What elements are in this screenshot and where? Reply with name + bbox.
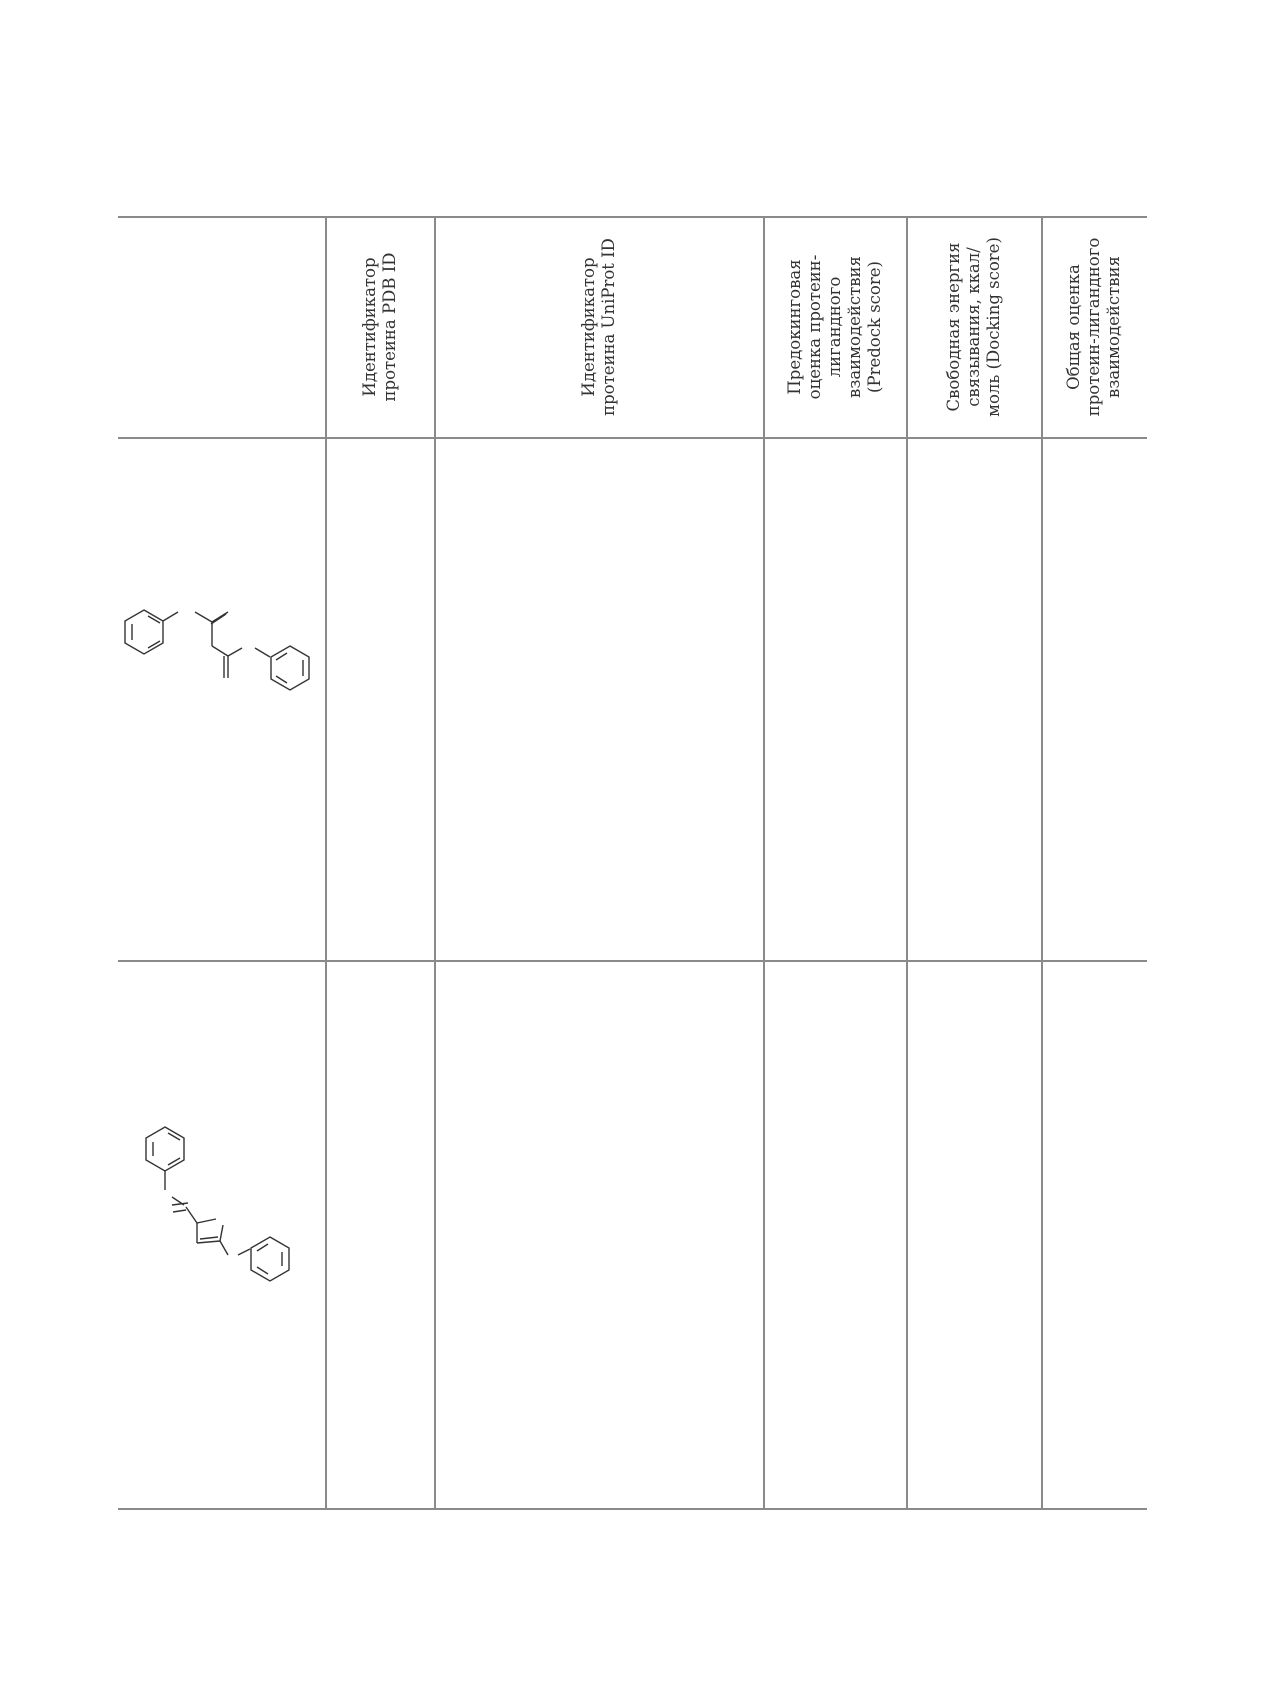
header-line: взаимодействия [845,256,864,398]
header-line: взаимодействия [1104,256,1123,398]
header-line: Идентификатор [360,257,379,397]
header-line: Общая оценка [1064,264,1083,390]
table-top-rule [118,216,1147,218]
header-line: протеина UniProt ID [599,238,618,416]
header-line: оценка протеин- [805,254,824,400]
header-bottom-rule [118,437,1147,439]
ligand-structure-1-icon [110,590,330,700]
header-line: протеин-лигандного [1084,237,1103,417]
header-line: Свободная энергия [944,242,963,412]
header-line: (Predock score) [865,261,884,393]
column-divider [1041,216,1043,1510]
table-bottom-rule [118,1508,1147,1510]
header-line: связывания, ккал/ [964,247,983,407]
header-line: Предокинговая [785,259,804,395]
ligand-structure-2-icon [120,1115,320,1295]
row-divider-rule [118,960,1147,962]
column-divider [434,216,436,1510]
header-line: протеина PDB ID [380,252,399,402]
header-line: Идентификатор [579,257,598,397]
header-line: моль (Docking score) [984,237,1003,417]
header-line: лигандного [825,276,844,378]
column-divider [906,216,908,1510]
column-divider [763,216,765,1510]
column-divider [325,216,327,1510]
